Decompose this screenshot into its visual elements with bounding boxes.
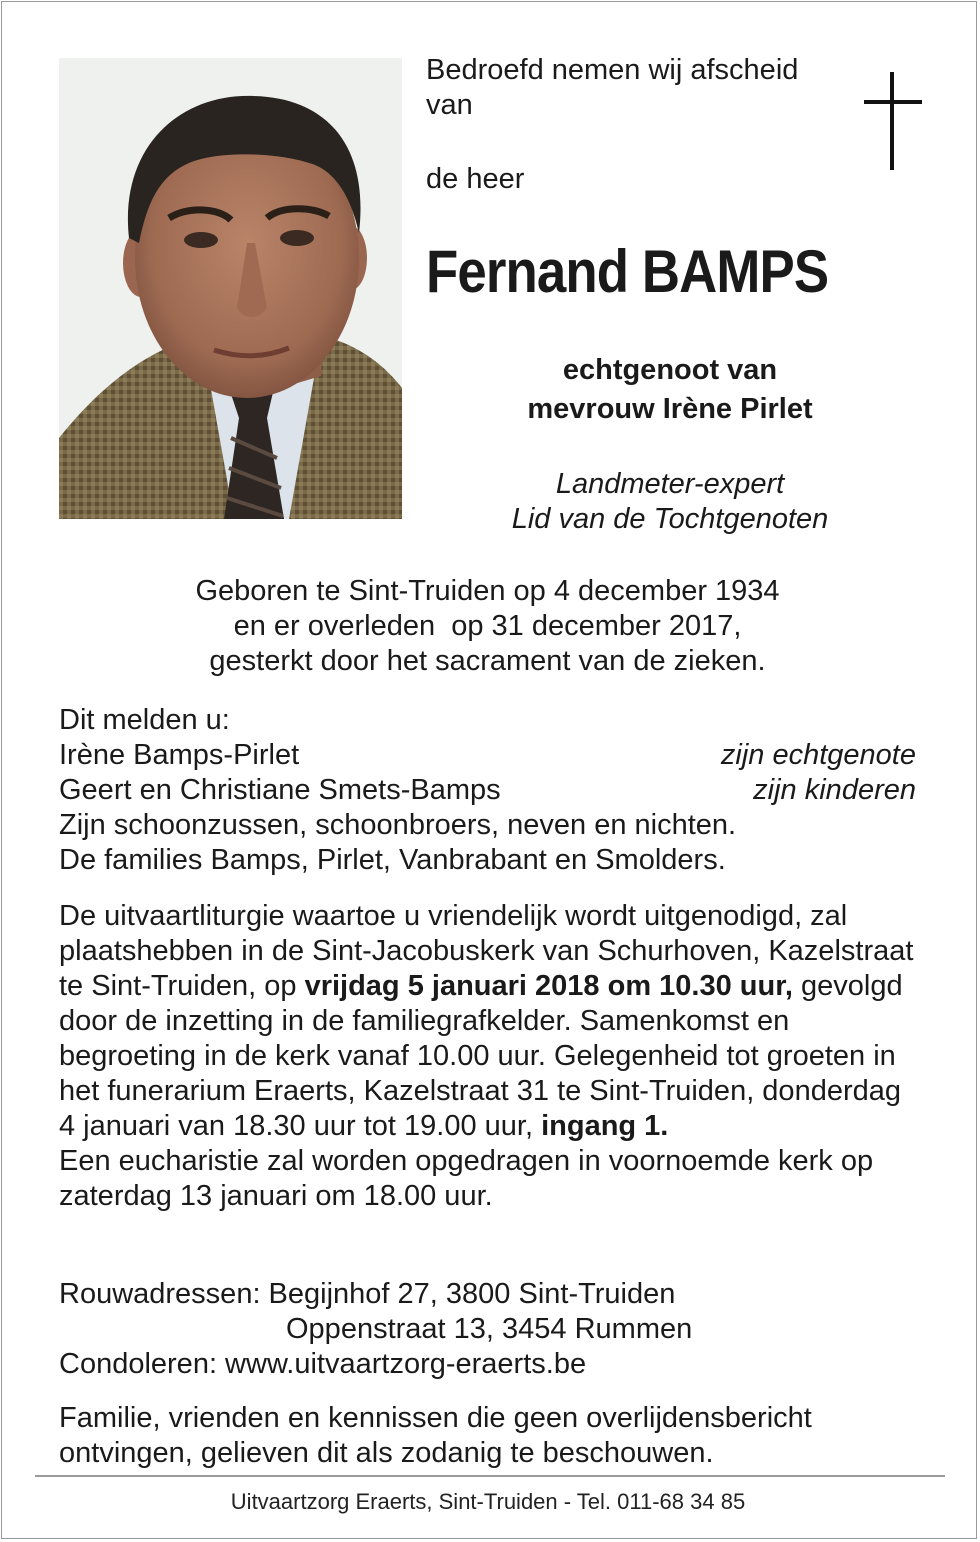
ceremony-block: [59, 899, 919, 1214]
family-line-4: De families Bamps, Pirlet, Vanbrabant en Smolders.: [59, 844, 726, 876]
titles-block: [420, 467, 920, 537]
spouse-block: [420, 351, 920, 429]
intro-text: Bedroefd nemen wij afscheid van: [426, 54, 799, 121]
footer-divider: [35, 1475, 945, 1477]
ceremony-text-2: gevolgd door de inzetting in de familiegrafkelder. Samenkomst en begroeting in de kerk vanaf 10.00 uur. Gelegenheid tot groeten in het funerarium Eraerts, Kazelstraat 31 te Sint-Truiden, donderdag 4 januari van 18.30 uur tot 19.00 uur,: [59, 970, 903, 1142]
address-line-2: Oppenstraat 13, 3454 Rummen: [286, 1313, 693, 1345]
address-line-1: Rouwadressen: Begijnhof 27, 3800 Sint-Truiden: [59, 1278, 676, 1310]
ceremony-entrance: ingang 1.: [541, 1110, 669, 1142]
honorific: de heer: [426, 163, 525, 195]
cross-icon: [864, 72, 922, 170]
birth-line-3: gesterkt door het sacrament van de zieken.: [209, 645, 766, 677]
title-line-2: Lid van de Tochtgenoten: [511, 503, 829, 535]
closing-text: Familie, vrienden en kennissen die geen overlijdensbericht ontvingen, gelieven dit als zodanig te beschouwen.: [59, 1402, 812, 1469]
family-block: [59, 703, 916, 878]
family-heading: Dit melden u:: [59, 704, 230, 736]
address-block: [59, 1277, 919, 1382]
family-member-role: zijn echtgenote: [720, 739, 916, 771]
ceremony-text-1: De uitvaartliturgie waartoe u vriendelijk wordt uitgenodigd, zal plaatshebben in de Sint-Jacobuskerk van Schurhoven, Kazelstraat te Sint-Truiden, op: [59, 900, 914, 1002]
deceased-name: Fernand BAMPS: [426, 238, 829, 305]
condolence-link[interactable]: Condoleren: www.uitvaartzorg-eraerts.be: [59, 1348, 587, 1380]
family-line-3: Zijn schoonzussen, schoonbroers, neven en nichten.: [59, 809, 737, 841]
spouse-line-1: echtgenoot van: [562, 354, 778, 386]
title-line-1: Landmeter-expert: [555, 468, 785, 500]
birth-line-2: en er overleden op 31 december 2017,: [233, 610, 742, 642]
birth-line-1: Geboren te Sint-Truiden op 4 december 1934: [195, 575, 780, 607]
ceremony-date-time: vrijdag 5 januari 2018 om 10.30 uur,: [304, 970, 793, 1002]
family-member-row: [59, 773, 916, 808]
family-member-row: [59, 738, 916, 773]
family-member-name: Irène Bamps-Pirlet: [59, 739, 300, 771]
footer-text: Uitvaartzorg Eraerts, Sint-Truiden - Tel. 011-68 34 85: [230, 1489, 746, 1514]
family-member-name: Geert en Christiane Smets-Bamps: [59, 774, 501, 806]
family-member-role: zijn kinderen: [753, 774, 916, 806]
portrait-photo: [59, 58, 402, 519]
ceremony-text-3: Een eucharistie zal worden opgedragen in voornoemde kerk op zaterdag 13 januari om 18.00 uur.: [59, 1145, 874, 1212]
birth-death-block: [60, 574, 915, 679]
spouse-line-2: mevrouw Irène Pirlet: [527, 393, 813, 425]
